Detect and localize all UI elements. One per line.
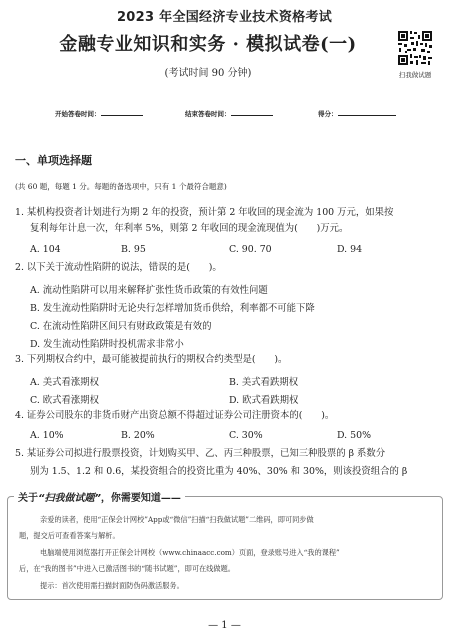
question-3-option-d[interactable]: D. 欧式看跌期权: [229, 395, 299, 406]
question-3-option-c[interactable]: C. 欧式看涨期权: [30, 395, 100, 406]
question-2-stem: 2. 以下关于流动性陷阱的说法，错误的是( )。: [15, 262, 222, 273]
question-1-line-2: 复利每年计息一次，年利率 5%，则第 2 年收回的现金流现值为( )万元。: [30, 223, 349, 234]
end-time-field[interactable]: [185, 108, 273, 118]
end-time-blank[interactable]: [231, 108, 273, 116]
question-3-option-a[interactable]: A. 美式看涨期权: [30, 377, 99, 388]
question-2-option-a[interactable]: A. 流动性陷阱可以用来解释扩张性货币政策的有效性问题: [30, 285, 268, 296]
end-time-label: 结束答卷时间：: [185, 110, 231, 118]
exam-duration: (考试时间 90 分钟): [164, 68, 252, 79]
exam-series-title: 2023 年全国经济专业技术资格考试: [116, 10, 333, 25]
question-5-line-1: 5. 某证券公司拟进行股票投资，计划购买甲、乙、丙三种股票，已知三种股票的 β 系数分: [15, 448, 386, 459]
about-title-prefix: 关于: [18, 493, 38, 504]
qr-code-icon[interactable]: [397, 30, 433, 66]
score-label: 得分：: [318, 110, 338, 118]
question-3-stem: 3. 下列期权合约中，最可能被提前执行的期权合约类型是( )。: [15, 354, 288, 365]
question-4-option-b[interactable]: B. 20%: [121, 430, 155, 441]
start-time-label: 开始答卷时间：: [55, 110, 101, 118]
section-instructions: (共 60 题，每题 1 分。每题的备选项中，只有 1 个最符合题意): [15, 182, 227, 191]
question-4-option-d[interactable]: D. 50%: [337, 430, 371, 441]
about-line-2: 题，提交后可查看答案与解析。: [19, 531, 120, 540]
paper-title: 金融专业知识和实务 · 模拟试卷(一): [59, 34, 357, 55]
question-2-option-c[interactable]: C. 在流动性陷阱区间只有财政政策是有效的: [30, 321, 212, 332]
question-1-line-1: 1. 某机构投资者计划进行为期 2 年的投资，预计第 2 年收回的现金流为 100 万元，如果按: [15, 207, 394, 218]
score-blank[interactable]: [338, 108, 396, 116]
question-4-option-a[interactable]: A. 10%: [30, 430, 64, 441]
about-line-4: 后，在“我的图书”中进入已激活图书的“随书试题”，即可在线做题。: [19, 564, 235, 573]
question-2-option-d[interactable]: D. 发生流动性陷阱时投机需求非常小: [30, 339, 184, 350]
score-field[interactable]: [318, 108, 396, 118]
question-2-option-b[interactable]: B. 发生流动性陷阱时无论央行怎样增加货币供给，利率都不可能下降: [30, 303, 315, 314]
question-5-line-2: 别为 1.5、1.2 和 0.6，某投资组合的投资比重为 40%、30% 和 30%，则该投资组合的 β: [30, 466, 408, 477]
start-time-field[interactable]: [55, 108, 143, 118]
about-line-5: 提示：首次使用需扫描封面防伪码激活服务。: [40, 581, 184, 590]
section-title: 一、单项选择题: [15, 154, 92, 167]
question-1-option-a[interactable]: A. 104: [30, 244, 61, 255]
question-1-option-b[interactable]: B. 95: [121, 244, 146, 255]
start-time-blank[interactable]: [101, 108, 143, 116]
question-4-stem: 4. 证券公司股东的非货币财产出资总额不得超过证券公司注册资本的( )。: [15, 410, 335, 421]
about-line-1: 亲爱的读者，使用“正保会计网校”App或“微信”扫描“扫我做试题”二维码，即可同步做: [40, 515, 314, 524]
question-1-option-d[interactable]: D. 94: [337, 244, 363, 255]
page-number: — 1 —: [208, 620, 241, 631]
question-3-option-b[interactable]: B. 美式看跌期权: [229, 377, 299, 388]
about-line-3: 电脑端使用浏览器打开正保会计网校（www.chinaacc.com）页面，登录账号进入“我的课程”: [40, 548, 340, 557]
about-scan-title: [14, 489, 185, 504]
about-title-suffix: ，你需要知道——: [100, 493, 181, 504]
question-1-option-c[interactable]: C. 90. 70: [229, 244, 272, 255]
question-4-option-c[interactable]: C. 30%: [229, 430, 263, 441]
qr-caption: 扫我做试题: [398, 71, 432, 79]
about-title-quote: “扫我做试题”: [38, 493, 101, 504]
